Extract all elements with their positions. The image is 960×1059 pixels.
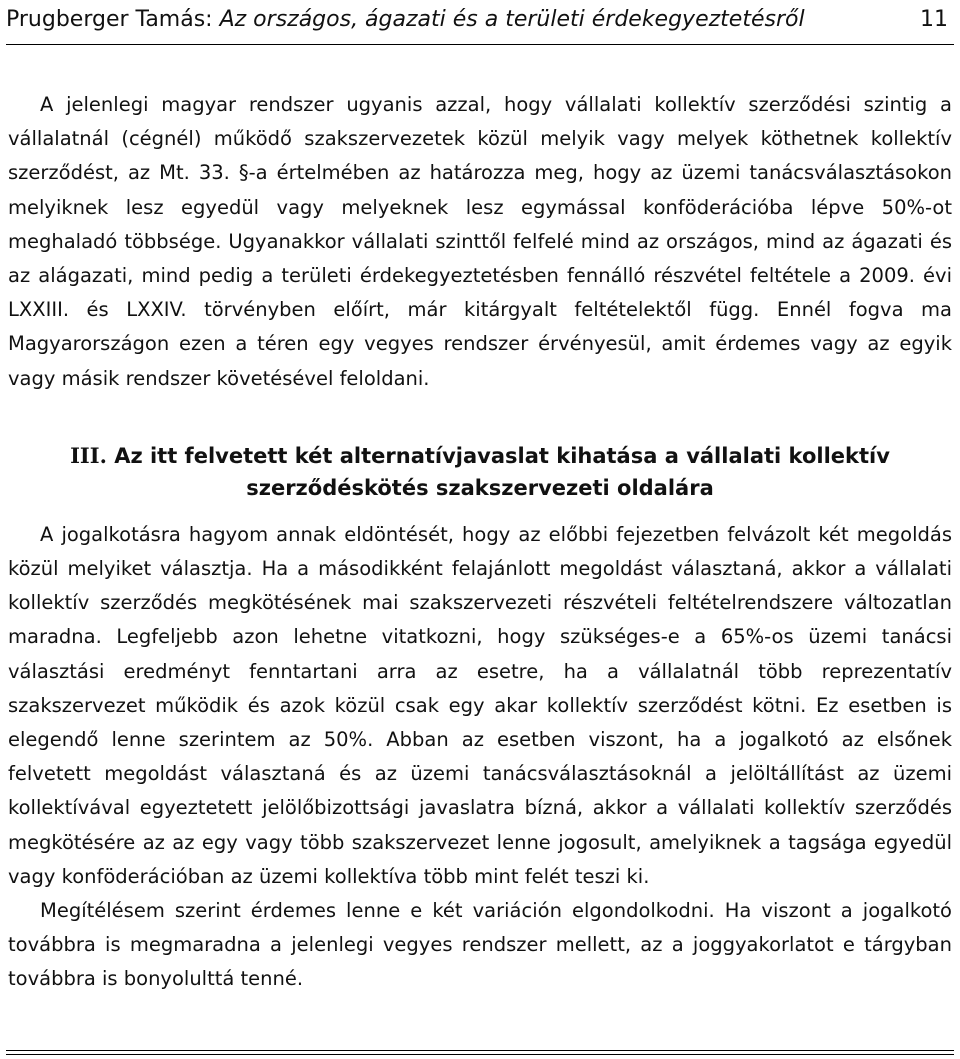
paragraph: A jogalkotásra hagyom annak eldöntését, hogy az előbbi fejezetben felvázolt két megoldás közül melyiket választja. Ha a másodikként felajánlott megoldást választaná, akkor a vállalati kollektív szerződés megkötésének mai szakszervezeti részvételi feltételrendszere változatlan maradna. Legfeljebb azon lehetne vitatkozni, hogy szükséges-e a 65%-os üzemi tanácsi választási eredményt fenntartani arra az esetre, ha a vállalatnál több reprezentatív szakszervezet működik és azok közül csak egy akar kollektív szerződést kötni. Ez esetben is elegendő lenne szerintem az 50%. Abban az esetben viszont, ha a jogalkotó az elsőnek felvetett megoldást választaná és az üzemi tanácsválasztásoknál a jelöltállítást az üzemi kollektívával egyeztetett jelölőbizottsági javaslatra bízná, akkor a vállalati kollektív szerződés megkötésére az az egy vagy több szakszervezet lenne jogosult, amelyiknek a tagsága egyedül vagy konföderációban az üzemi kollektíva több mint felét teszi ki.	[8, 522, 952, 888]
page-number: 11	[920, 7, 948, 32]
section-title: Az itt felvetett két alternatívjavaslat kihatása a vállalati kollektív szerződéskötés szakszervezeti oldalára	[114, 443, 890, 500]
header-title: Az országos, ágazati és a területi érdekegyeztetésről	[219, 7, 805, 32]
section-number: III.	[70, 442, 107, 468]
header-author: Prugberger Tamás:	[6, 7, 213, 32]
section-heading	[8, 440, 952, 504]
footer-rule	[6, 1050, 954, 1055]
page-body	[8, 88, 952, 997]
running-header	[6, 0, 954, 45]
paragraph: Megítélésem szerint érdemes lenne e két variáción elgondolkodni. Ha viszont a jogalkotó továbbra is megmaradna a jelenlegi vegyes rendszer mellett, az a joggyakorlatot e tárgyban továbbra is bonyolulttá tenné.	[8, 899, 952, 991]
paragraph: A jelenlegi magyar rendszer ugyanis azzal, hogy vállalati kollektív szerződési szintig a vállalatnál (cégnél) működő szakszervezetek közül melyik vagy melyek köthetnek kollektív szerződést, az Mt. 33. §-a értelmében az határozza meg, hogy az üzemi tanácsválasztásokon melyiknek lesz egyedül vagy melyeknek lesz egymással konföderációba lépve 50%-ot meghaladó többsége. Ugyanakkor vállalati szinttől felfelé mind az országos, mind az ágazati és az alágazati, mind pedig a területi érdekegyeztetésben fennálló részvétel feltétele a 2009. évi LXXIII. és LXXIV. törvényben előírt, már kitárgyalt feltételektől függ. Ennél fogva ma Magyarországon ezen a téren egy vegyes rendszer érvényesül, amit érdemes vagy az egyik vagy másik rendszer követésével feloldani.	[8, 93, 952, 390]
